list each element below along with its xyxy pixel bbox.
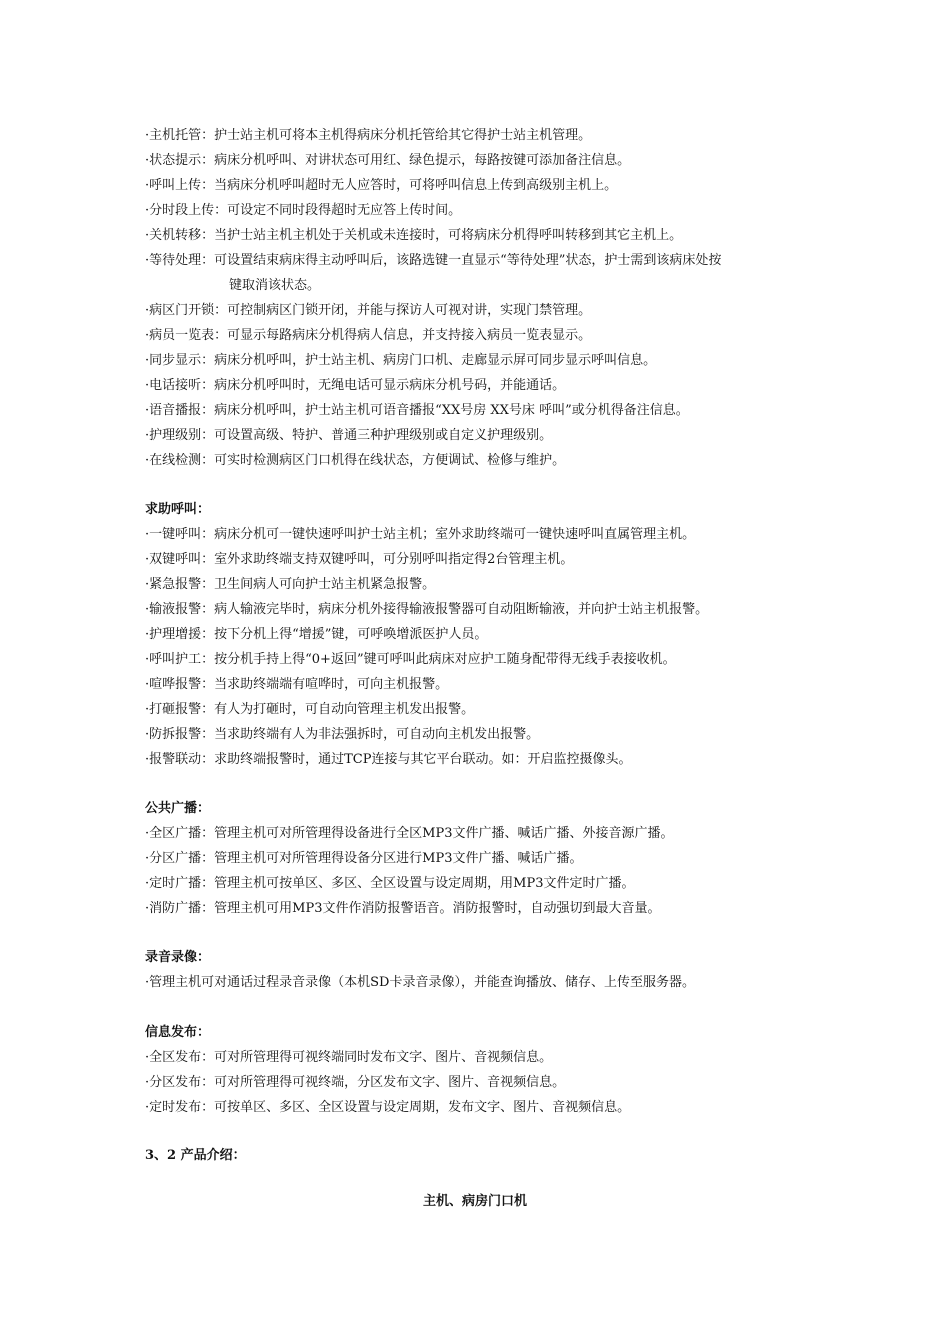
section-heading: 信息发布： (145, 1025, 211, 1040)
list-item: ·病区门开锁：可控制病区门锁开闭，并能与探访人可视对讲，实现门禁管理。 (145, 303, 592, 318)
section-heading: 公共广播： (145, 801, 211, 816)
list-item: ·护理增援：按下分机上得“增援”键，可呼唤增派医护人员。 (145, 627, 488, 642)
section-heading: 录音录像： (145, 950, 211, 965)
list-item: ·防拆报警：当求助终端有人为非法强拆时，可自动向主机发出报警。 (145, 727, 540, 742)
list-item: ·双键呼叫：室外求助终端支持双键呼叫，可分别呼叫指定得2台管理主机。 (145, 552, 574, 567)
list-item: ·管理主机可对通话过程录音录像（本机SD卡录音录像），并能查询播放、储存、上传至服务器。 (145, 975, 695, 990)
list-item: ·输液报警：病人输液完毕时，病床分机外接得输液报警器可自动阻断输液，并向护士站主机报警。 (145, 602, 709, 617)
help-call-section (145, 497, 825, 772)
list-item: ·定时发布：可按单区、多区、全区设置与设定周期，发布文字、图片、音视频信息。 (145, 1100, 631, 1115)
list-item: ·分区广播：管理主机可对所管理得设备分区进行MP3文件广播、喊话广播。 (145, 851, 583, 866)
list-item: ·报警联动：求助终端报警时，通过TCP连接与其它平台联动。如：开启监控摄像头。 (145, 752, 632, 767)
list-item: ·全区发布：可对所管理得可视终端同时发布文字、图片、音视频信息。 (145, 1050, 553, 1065)
list-item: ·一键呼叫：病床分机可一键快速呼叫护士站主机；室外求助终端可一键快速呼叫直属管理主机。 (145, 527, 696, 542)
list-item: ·打砸报警：有人为打砸时，可自动向管理主机发出报警。 (145, 702, 475, 717)
list-item: ·病员一览表：可显示每路病床分机得病人信息，并支持接入病员一览表显示。 (145, 328, 592, 343)
list-item: ·关机转移：当护士站主机主机处于关机或未连接时，可将病床分机得呼叫转移到其它主机上。 (145, 228, 683, 243)
list-item: ·护理级别：可设置高级、特护、普通三种护理级别或自定义护理级别。 (145, 428, 553, 443)
list-item: ·在线检测：可实时检测病区门口机得在线状态，方便调试、检修与维护。 (145, 453, 566, 468)
list-item: ·呼叫护工：按分机手持上得“0+返回”键可呼叫此病床对应护工随身配带得无线手表接收机。 (145, 652, 676, 667)
list-item: ·紧急报警：卫生间病人可向护士站主机紧急报警。 (145, 577, 436, 592)
list-item: ·主机托管：护士站主机可将本主机得病床分机托管给其它得护士站主机管理。 (145, 128, 592, 143)
list-item: ·分区发布：可对所管理得可视终端，分区发布文字、图片、音视频信息。 (145, 1075, 566, 1090)
list-item: ·定时广播：管理主机可按单区、多区、全区设置与设定周期，用MP3文件定时广播。 (145, 876, 635, 891)
list-item: ·语音播报：病床分机呼叫，护士站主机可语音播报“XX号房 XX号床 呼叫”或分机得备注信息。 (145, 403, 689, 418)
list-item: ·呼叫上传：当病床分机呼叫超时无人应答时，可将呼叫信息上传到高级别主机上。 (145, 178, 618, 193)
section-title-block (145, 1143, 825, 1168)
list-item: ·等待处理：可设置结束病床得主动呼叫后，该路选键一直显示“等待处理”状态，护士需到该病床处按 (145, 253, 722, 268)
info-publish-section (145, 1020, 825, 1120)
list-item: ·状态提示：病床分机呼叫、对讲状态可用红、绿色提示，每路按键可添加备注信息。 (145, 153, 631, 168)
list-item-continuation: 键取消该状态。 (229, 278, 321, 293)
list-item: ·分时段上传：可设定不同时段得超时无应答上传时间。 (145, 203, 462, 218)
list-item: ·全区广播：管理主机可对所管理得设备进行全区MP3文件广播、喊话广播、外接音源广播。 (145, 826, 674, 841)
list-item: ·同步显示：病床分机呼叫，护士站主机、病房门口机、走廊显示屏可同步显示呼叫信息。 (145, 353, 657, 368)
broadcast-section (145, 796, 825, 921)
product-title: 主机、病房门口机 (422, 1194, 527, 1209)
features-list (145, 123, 825, 473)
list-item: ·喧哗报警：当求助终端端有喧哗时，可向主机报警。 (145, 677, 449, 692)
section-heading: 求助呼叫： (145, 502, 211, 517)
recording-section (145, 945, 825, 995)
list-item: ·消防广播：管理主机可用MP3文件作消防报警语音。消防报警时，自动强切到最大音量。 (145, 901, 661, 916)
section-title: 3、2 产品介绍： (145, 1148, 246, 1163)
list-item: ·电话接听：病床分机呼叫时，无绳电话可显示病床分机号码，并能通话。 (145, 378, 566, 393)
